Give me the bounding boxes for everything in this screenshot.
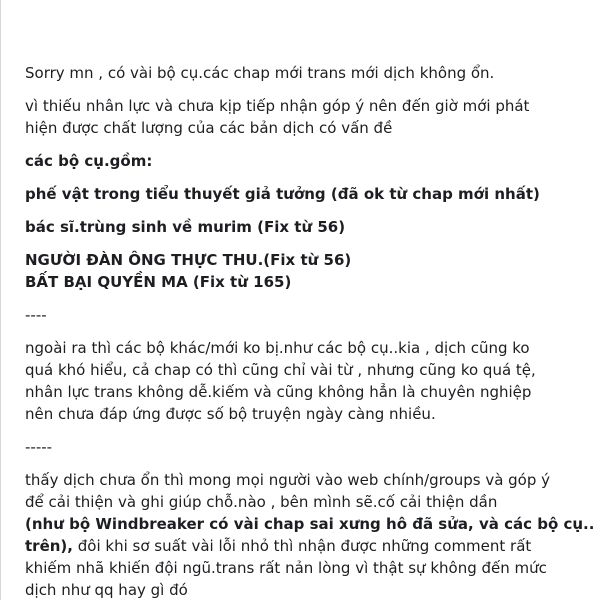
- divider: [0, 0, 1, 600]
- post-body: [25, 62, 595, 600]
- separator-line: -----: [25, 438, 53, 456]
- post-line: khiếm nhã khiến đội ngũ.trans rất nản lòng vì thật sự không đến mức: [25, 559, 547, 577]
- post-line: đôi khi sơ suất vài lỗi nhỏ thì nhận được những comment rất: [72, 537, 532, 555]
- post-line-bold: NGƯỜI ĐÀN ÔNG THỰC THU.(Fix từ 56): [25, 251, 352, 269]
- post-line-mixed: [25, 535, 595, 557]
- post-line-bold: bác sĩ.trùng sinh về murim (Fix từ 56): [25, 218, 346, 236]
- post-line: nhân lực trans không dễ.kiếm và cũng không hẳn là chuyên nghiệp: [25, 383, 532, 401]
- post-line: vì thiếu nhân lực và chưa kịp tiếp nhận góp ý nên đến giờ mới phát: [25, 97, 530, 115]
- post-line: hiện được chất lượng của các bản dịch có vấn đề: [25, 119, 393, 137]
- post-line-bold: BẤT BẠI QUYỀN MA (Fix từ 165): [25, 273, 292, 291]
- post-line: dịch như qq hay gì đó: [25, 581, 188, 599]
- post-line-bold: (như bộ Windbreaker có vài chap sai xưng hô đã sửa, và các bộ cụ..: [25, 515, 595, 533]
- post-line-bold: trên),: [25, 537, 73, 555]
- separator-line: ----: [25, 306, 47, 324]
- post-line: quá khó hiểu, cả chap có thì cũng chỉ vài từ , nhưng cũng ko quá tệ,: [25, 361, 536, 379]
- post-line: Sorry mn , có vài bộ cụ.các chap mới trans mới dịch không ổn.: [25, 64, 495, 82]
- post-line-bold: phế vật trong tiểu thuyết giả tưởng (đã ok từ chap mới nhất): [25, 185, 540, 203]
- post-line: ngoài ra thì các bộ khác/mới ko bị.như các bộ cụ..kia , dịch cũng ko: [25, 339, 530, 357]
- post-line: để cải thiện và ghi giúp chỗ.nào , bên mình sẽ.cố cải thiện dần: [25, 493, 498, 511]
- post-line-bold: các bộ cụ.gồm:: [25, 152, 153, 170]
- post-line: thấy dịch chưa ổn thì mong mọi người vào web chính/groups và góp ý: [25, 471, 551, 489]
- post-line: nên chưa đáp ứng được số bộ truyện ngày càng nhiều.: [25, 405, 436, 423]
